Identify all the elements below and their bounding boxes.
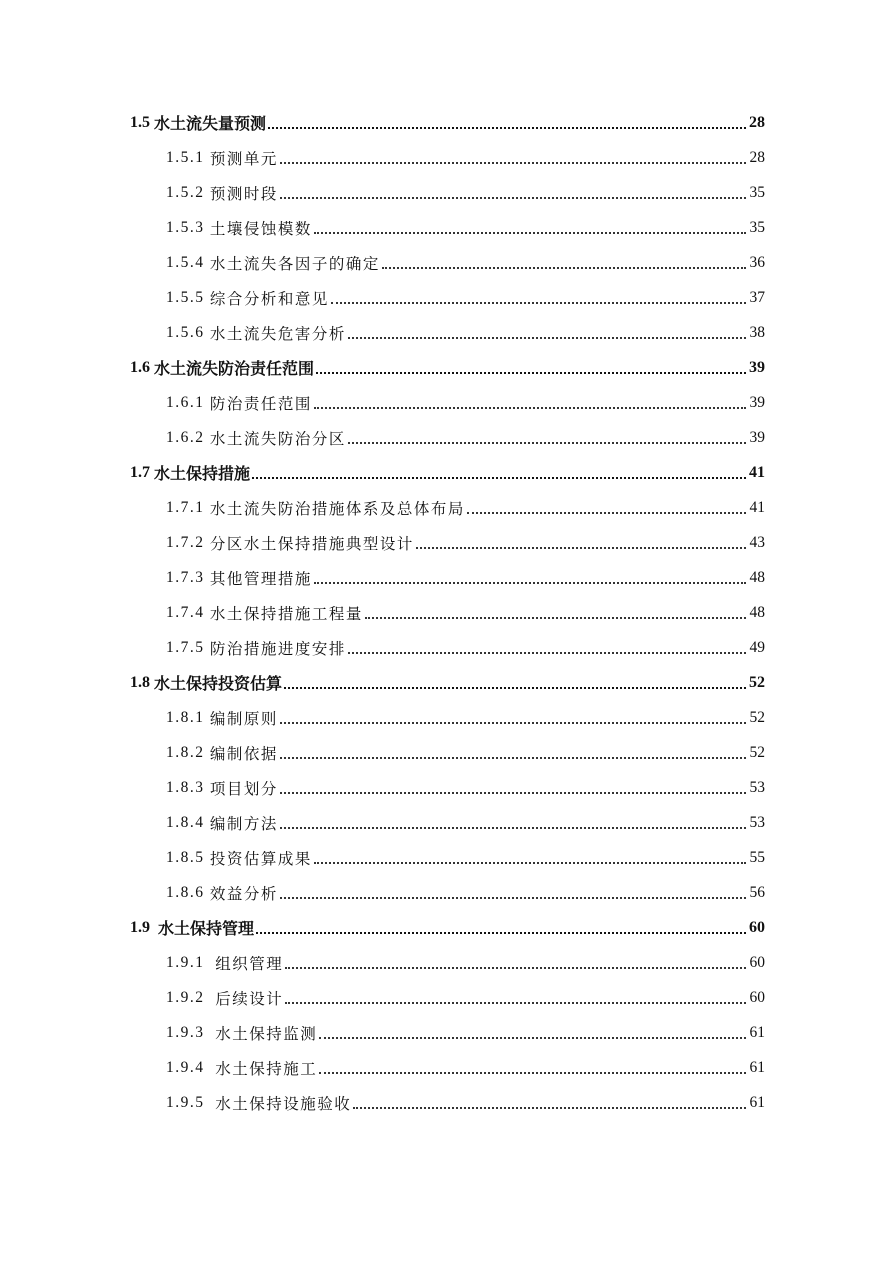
toc-entry-page-number: 61 bbox=[749, 1058, 765, 1076]
toc-subsection-entry[interactable] bbox=[0, 1050, 892, 1085]
toc-entry-number: 1.6 bbox=[130, 358, 154, 376]
toc-entry-title: 水土流失防治责任范围 bbox=[154, 361, 315, 378]
toc-section-entry[interactable] bbox=[0, 455, 892, 490]
dot-leader bbox=[280, 721, 746, 724]
toc-subsection-entry[interactable] bbox=[0, 875, 892, 910]
dot-leader bbox=[314, 406, 746, 409]
dot-leader bbox=[284, 686, 746, 689]
dot-leader bbox=[280, 791, 746, 794]
toc-entry-number: 1.5.2 bbox=[166, 183, 210, 201]
toc-subsection-entry[interactable] bbox=[0, 210, 892, 245]
toc-subsection-entry[interactable] bbox=[0, 280, 892, 315]
toc-entry-title: 水土保持设施验收 bbox=[215, 1095, 352, 1113]
toc-subsection-entry[interactable] bbox=[0, 420, 892, 455]
toc-entry-number: 1.7.4 bbox=[166, 603, 210, 621]
toc-entry-number: 1.8.6 bbox=[166, 883, 210, 901]
toc-subsection-entry[interactable] bbox=[0, 175, 892, 210]
toc-entry-title: 水土保持管理 bbox=[158, 921, 255, 938]
toc-entry-number: 1.5.6 bbox=[166, 323, 210, 341]
toc-entry-title: 预测时段 bbox=[209, 185, 278, 203]
toc-entry-page-number: 48 bbox=[749, 603, 765, 621]
toc-entry-page-number: 60 bbox=[749, 988, 765, 1006]
toc-entry-number: 1.7 bbox=[130, 463, 154, 481]
dot-leader bbox=[280, 161, 746, 164]
toc-subsection-entry[interactable] bbox=[0, 385, 892, 420]
toc-entry-number: 1.9.2 bbox=[166, 988, 216, 1006]
toc-entry-page-number: 52 bbox=[749, 743, 765, 761]
toc-section-entry[interactable] bbox=[0, 350, 892, 385]
dot-leader bbox=[285, 966, 746, 969]
toc-entry-title: 水土流失量预测 bbox=[154, 116, 267, 133]
toc-subsection-entry[interactable] bbox=[0, 630, 892, 665]
toc-entry-page-number: 35 bbox=[749, 183, 765, 201]
dot-leader bbox=[280, 826, 746, 829]
toc-entry-page-number: 60 bbox=[749, 953, 765, 971]
toc-entry-number: 1.5.5 bbox=[166, 288, 210, 306]
toc-entry-page-number: 38 bbox=[749, 323, 765, 341]
toc-entry-number: 1.7.1 bbox=[166, 498, 210, 516]
toc-section-entry[interactable] bbox=[0, 910, 892, 945]
dot-leader bbox=[316, 371, 746, 374]
toc-subsection-entry[interactable] bbox=[0, 700, 892, 735]
toc-entry-number: 1.9.5 bbox=[166, 1093, 216, 1111]
toc-entry-title: 投资估算成果 bbox=[209, 850, 312, 868]
toc-entry-page-number: 35 bbox=[749, 218, 765, 236]
toc-subsection-entry[interactable] bbox=[0, 1015, 892, 1050]
dot-leader bbox=[467, 511, 746, 514]
toc-entry-title: 水土保持措施工程量 bbox=[209, 605, 363, 623]
toc-entry-page-number: 61 bbox=[749, 1023, 765, 1041]
dot-leader bbox=[348, 336, 746, 339]
dot-leader bbox=[416, 546, 746, 549]
toc-entry-number: 1.6.1 bbox=[166, 393, 210, 411]
toc-subsection-entry[interactable] bbox=[0, 595, 892, 630]
toc-entry-page-number: 43 bbox=[749, 533, 765, 551]
dot-leader bbox=[365, 616, 746, 619]
toc-entry-page-number: 39 bbox=[749, 358, 765, 376]
toc-entry-page-number: 28 bbox=[749, 148, 765, 166]
toc-entry-page-number: 41 bbox=[749, 463, 765, 481]
toc-entry-page-number: 55 bbox=[749, 848, 765, 866]
toc-entry-title: 编制依据 bbox=[209, 745, 278, 763]
toc-entry-number: 1.8 bbox=[130, 673, 154, 691]
toc-subsection-entry[interactable] bbox=[0, 490, 892, 525]
toc-entry-number: 1.8.1 bbox=[166, 708, 210, 726]
toc-entry-title: 分区水土保持措施典型设计 bbox=[209, 535, 414, 553]
toc-entry-title: 预测单元 bbox=[209, 150, 278, 168]
dot-leader bbox=[285, 1001, 746, 1004]
toc-entry-title: 后续设计 bbox=[215, 990, 284, 1008]
toc-entry-number: 1.7.3 bbox=[166, 568, 210, 586]
toc-subsection-entry[interactable] bbox=[0, 560, 892, 595]
toc-section-entry[interactable] bbox=[0, 105, 892, 140]
toc-entry-number: 1.5 bbox=[130, 113, 154, 131]
toc-entry-page-number: 56 bbox=[749, 883, 765, 901]
toc-entry-number: 1.7.5 bbox=[166, 638, 210, 656]
toc-entry-title: 土壤侵蚀模数 bbox=[209, 220, 312, 238]
dot-leader bbox=[319, 1036, 746, 1039]
toc-entry-title: 效益分析 bbox=[209, 885, 278, 903]
toc-entry-title: 水土保持监测 bbox=[215, 1025, 318, 1043]
toc-entry-page-number: 52 bbox=[749, 673, 765, 691]
toc-entry-title: 水土保持投资估算 bbox=[154, 676, 283, 693]
toc-subsection-entry[interactable] bbox=[0, 245, 892, 280]
toc-entry-title: 水土流失防治分区 bbox=[209, 430, 346, 448]
toc-entry-page-number: 53 bbox=[749, 778, 765, 796]
toc-entry-number: 1.6.2 bbox=[166, 428, 210, 446]
toc-entry-page-number: 52 bbox=[749, 708, 765, 726]
toc-entry-page-number: 39 bbox=[749, 428, 765, 446]
toc-entry-title: 防治责任范围 bbox=[209, 395, 312, 413]
toc-entry-title: 组织管理 bbox=[215, 955, 284, 973]
dot-leader bbox=[314, 231, 746, 234]
toc-entry-title: 水土保持措施 bbox=[154, 466, 251, 483]
toc-entry-number: 1.5.3 bbox=[166, 218, 210, 236]
dot-leader bbox=[252, 476, 746, 479]
toc-entry-page-number: 36 bbox=[749, 253, 765, 271]
toc-entry-number: 1.9.4 bbox=[166, 1058, 216, 1076]
toc-entry-title: 水土流失危害分析 bbox=[209, 325, 346, 343]
table-of-contents bbox=[0, 105, 892, 1120]
toc-subsection-entry[interactable] bbox=[0, 805, 892, 840]
toc-subsection-entry[interactable] bbox=[0, 840, 892, 875]
toc-entry-title: 防治措施进度安排 bbox=[209, 640, 346, 658]
toc-entry-page-number: 49 bbox=[749, 638, 765, 656]
toc-entry-number: 1.5.1 bbox=[166, 148, 210, 166]
toc-entry-title: 编制原则 bbox=[209, 710, 278, 728]
toc-entry-number: 1.8.3 bbox=[166, 778, 210, 796]
toc-subsection-entry[interactable] bbox=[0, 980, 892, 1015]
toc-subsection-entry[interactable] bbox=[0, 525, 892, 560]
dot-leader bbox=[268, 126, 746, 129]
toc-entry-page-number: 37 bbox=[749, 288, 765, 306]
toc-subsection-entry[interactable] bbox=[0, 770, 892, 805]
dot-leader bbox=[256, 931, 746, 934]
dot-leader bbox=[331, 301, 746, 304]
toc-subsection-entry[interactable] bbox=[0, 140, 892, 175]
dot-leader bbox=[382, 266, 746, 269]
dot-leader bbox=[314, 581, 746, 584]
toc-entry-title: 其他管理措施 bbox=[209, 570, 312, 588]
toc-entry-page-number: 41 bbox=[749, 498, 765, 516]
toc-entry-page-number: 28 bbox=[749, 113, 765, 131]
toc-entry-number: 1.9 bbox=[130, 918, 158, 936]
toc-entry-title: 项目划分 bbox=[209, 780, 278, 798]
toc-subsection-entry[interactable] bbox=[0, 945, 892, 980]
toc-entry-page-number: 48 bbox=[749, 568, 765, 586]
dot-leader bbox=[348, 441, 746, 444]
dot-leader bbox=[280, 896, 746, 899]
dot-leader bbox=[314, 861, 746, 864]
toc-entry-title: 水土流失防治措施体系及总体布局 bbox=[209, 500, 465, 518]
toc-entry-page-number: 61 bbox=[749, 1093, 765, 1111]
toc-entry-title: 综合分析和意见 bbox=[209, 290, 329, 308]
toc-entry-title: 水土保持施工 bbox=[215, 1060, 318, 1078]
toc-entry-number: 1.9.3 bbox=[166, 1023, 216, 1041]
toc-entry-number: 1.9.1 bbox=[166, 953, 216, 971]
dot-leader bbox=[280, 756, 746, 759]
toc-entry-page-number: 39 bbox=[749, 393, 765, 411]
toc-entry-number: 1.8.5 bbox=[166, 848, 210, 866]
dot-leader bbox=[348, 651, 746, 654]
dot-leader bbox=[280, 196, 746, 199]
toc-entry-number: 1.8.2 bbox=[166, 743, 210, 761]
toc-entry-title: 水土流失各因子的确定 bbox=[209, 255, 380, 273]
toc-section-entry[interactable] bbox=[0, 665, 892, 700]
toc-entry-number: 1.8.4 bbox=[166, 813, 210, 831]
toc-entry-page-number: 60 bbox=[749, 918, 765, 936]
dot-leader bbox=[353, 1106, 746, 1109]
toc-subsection-entry[interactable] bbox=[0, 1085, 892, 1120]
toc-subsection-entry[interactable] bbox=[0, 315, 892, 350]
toc-entry-page-number: 53 bbox=[749, 813, 765, 831]
toc-entry-number: 1.7.2 bbox=[166, 533, 210, 551]
toc-subsection-entry[interactable] bbox=[0, 735, 892, 770]
dot-leader bbox=[319, 1071, 746, 1074]
toc-entry-title: 编制方法 bbox=[209, 815, 278, 833]
toc-entry-number: 1.5.4 bbox=[166, 253, 210, 271]
